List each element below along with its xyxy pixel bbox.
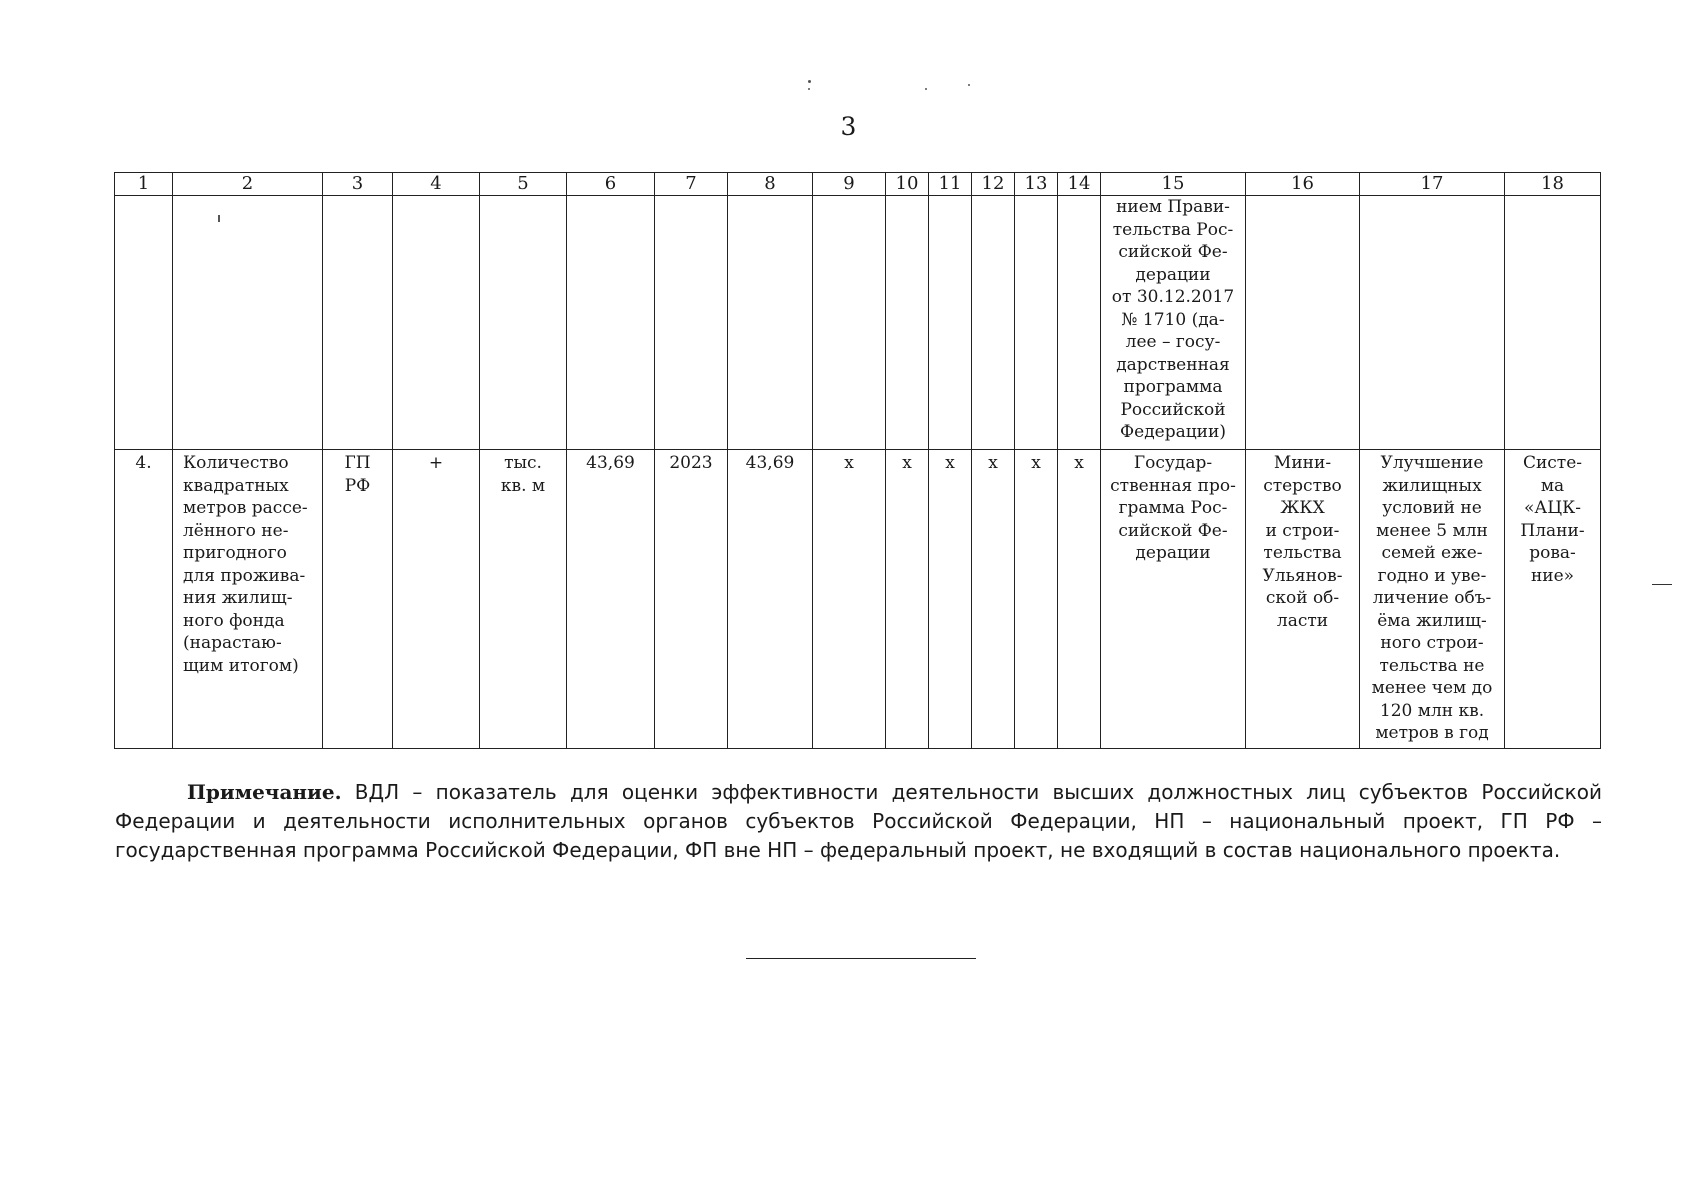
- table-cell: [173, 196, 323, 450]
- indicators-table: [114, 172, 1601, 749]
- scan-speck: [968, 84, 970, 86]
- footnote-label: Примечание.: [187, 780, 342, 804]
- indicator-name-cell: Количество квадратных метров рассе- лённого не- пригодного для прожива- ния жилищ- ного фонда (нарастаю- щим итогом): [173, 450, 323, 749]
- margin-mark: [1652, 584, 1672, 585]
- level-cell: ГП РФ: [323, 450, 393, 749]
- table-cell: [813, 196, 886, 450]
- footnote: [115, 778, 1602, 865]
- column-header: 18: [1505, 173, 1601, 196]
- column-header: 17: [1360, 173, 1505, 196]
- table-cell: [480, 196, 567, 450]
- column-header: 14: [1058, 173, 1101, 196]
- scan-speck: [808, 88, 810, 90]
- value-cell: х: [929, 450, 972, 749]
- column-header: 6: [567, 173, 655, 196]
- table-cell: [1058, 196, 1101, 450]
- table-cell: [728, 196, 813, 450]
- legal-basis-cell: нием Прави- тельства Рос- сийской Фе- дерации от 30.12.2017 № 1710 (да- лее – госу- дарственная программа Российской Федерации): [1101, 196, 1246, 450]
- column-header: 8: [728, 173, 813, 196]
- value-cell: х: [1058, 450, 1101, 749]
- unit-cell: тыс. кв. м: [480, 450, 567, 749]
- table-cell: [1246, 196, 1360, 450]
- end-separator-line: [746, 958, 976, 959]
- table-cell: [929, 196, 972, 450]
- table-cell: [1360, 196, 1505, 450]
- column-header: 7: [655, 173, 728, 196]
- table-row: [115, 450, 1601, 749]
- table-cell: [567, 196, 655, 450]
- value-cell: х: [886, 450, 929, 749]
- table-cell: [972, 196, 1015, 450]
- value-cell: 43,69: [728, 450, 813, 749]
- table-cell: [1015, 196, 1058, 450]
- responsible-cell: Мини- стерство ЖКХ и строи- тельства Ульянов- ской об- ласти: [1246, 450, 1360, 749]
- table-cell: [655, 196, 728, 450]
- column-header: 15: [1101, 173, 1246, 196]
- table-cell: [323, 196, 393, 450]
- page-number: 3: [840, 112, 858, 141]
- value-cell: х: [972, 450, 1015, 749]
- table-cell: [886, 196, 929, 450]
- row-number-cell: 4.: [115, 450, 173, 749]
- column-header: 12: [972, 173, 1015, 196]
- column-header: 16: [1246, 173, 1360, 196]
- column-header: 10: [886, 173, 929, 196]
- table-cell: [115, 196, 173, 450]
- column-header: 1: [115, 173, 173, 196]
- base-year-cell: 2023: [655, 450, 728, 749]
- column-header: 2: [173, 173, 323, 196]
- scan-speck: [925, 88, 927, 90]
- column-header: 5: [480, 173, 567, 196]
- footnote-text: ВДЛ – показатель для оценки эффективности деятельности высших должностных лиц субъектов Российской Федерации и деятельности исполнительных органов субъектов Российской Федерации, НП – национальный проект, ГП РФ – государственная программа Российской Федерации, ФП вне НП – федеральный проект, не входящий в состав национального проекта.: [115, 780, 1602, 862]
- table-cell: [393, 196, 480, 450]
- document-cell: Государ- ственная про- грамма Рос- сийской Фе- дерации: [1101, 450, 1246, 749]
- info-system-cell: Систе- ма «АЦК- Плани- рова- ние»: [1505, 450, 1601, 749]
- table-cell: [1505, 196, 1601, 450]
- column-header: 13: [1015, 173, 1058, 196]
- base-value-cell: 43,69: [567, 450, 655, 749]
- column-header: 9: [813, 173, 886, 196]
- attribute-cell: +: [393, 450, 480, 749]
- table-header-row: [115, 173, 1601, 196]
- goal-link-cell: Улучшение жилищных условий не менее 5 млн семей еже- годно и уве- личение объ- ёма жилищ- ного строи- тельства не менее чем до 120 млн кв. метров в год: [1360, 450, 1505, 749]
- value-cell: х: [813, 450, 886, 749]
- value-cell: х: [1015, 450, 1058, 749]
- table-row-continuation: [115, 196, 1601, 450]
- column-header: 4: [393, 173, 480, 196]
- column-header: 3: [323, 173, 393, 196]
- column-header: 11: [929, 173, 972, 196]
- scan-speck: [808, 80, 811, 83]
